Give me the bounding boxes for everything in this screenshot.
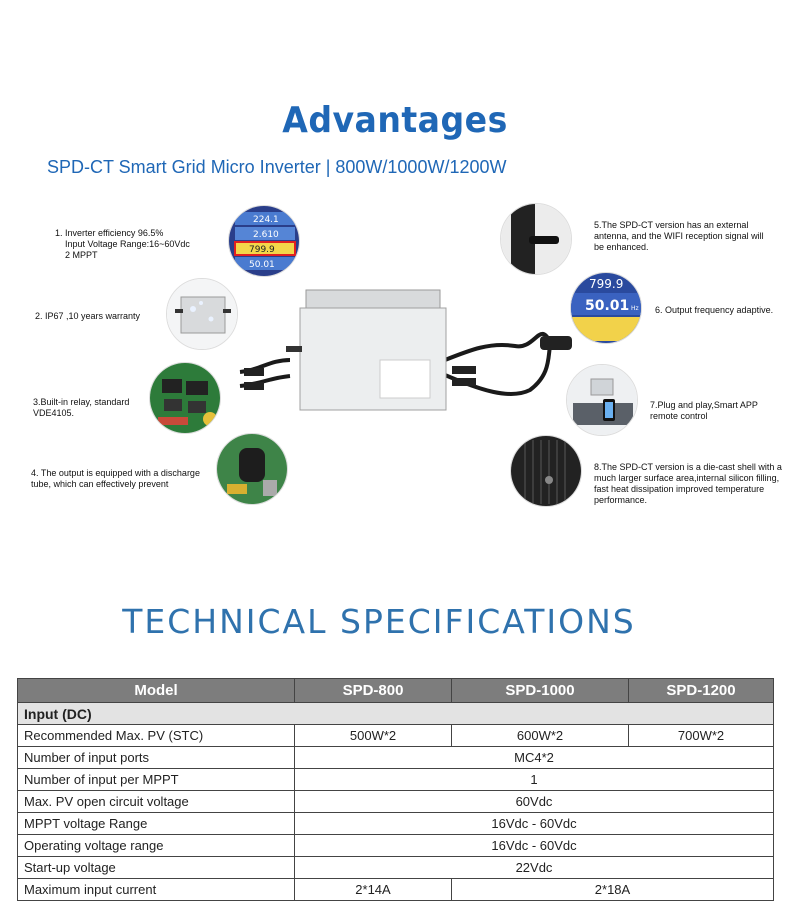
table-row bbox=[18, 813, 774, 835]
row-label: MPPT voltage Range bbox=[18, 813, 295, 835]
cell-spd-1000-1200: 2*18A bbox=[452, 879, 774, 901]
feature-note-5: 5.The SPD-CT version has an external antenna, and the WIFI reception signal will be enhanced. bbox=[594, 220, 764, 252]
table-row bbox=[18, 725, 774, 747]
row-label: Max. PV open circuit voltage bbox=[18, 791, 295, 813]
product-subtitle: SPD-CT Smart Grid Micro Inverter | 800W/1000W/1200W bbox=[47, 157, 507, 177]
page-title: Advantages bbox=[282, 100, 508, 141]
column-header-spd-1200: SPD-1200 bbox=[629, 679, 774, 703]
feature-note-4: 4. The output is equipped with a discharge tube, which can effectively prevent bbox=[31, 468, 200, 489]
frequency-display-thumbnail bbox=[570, 272, 642, 344]
table-row bbox=[18, 857, 774, 879]
micro-inverter-image bbox=[230, 280, 580, 420]
cell-all-models: MC4*2 bbox=[295, 747, 774, 769]
specs-header-row bbox=[18, 679, 774, 703]
frequency-value: 50.01 bbox=[585, 298, 630, 314]
table-row bbox=[18, 747, 774, 769]
table-row bbox=[18, 769, 774, 791]
table-row bbox=[18, 835, 774, 857]
row-label: Number of input ports bbox=[18, 747, 295, 769]
meter-value-3: 799.9 bbox=[249, 245, 275, 255]
discharge-tube-board-thumbnail bbox=[216, 433, 288, 505]
column-header-spd-800: SPD-800 bbox=[295, 679, 452, 703]
meter-value-1: 224.1 bbox=[253, 215, 279, 225]
feature-note-3: 3.Built-in relay, standard VDE4105. bbox=[33, 397, 130, 418]
cell-spd-1000: 600W*2 bbox=[452, 725, 629, 747]
column-header-spd-1000: SPD-1000 bbox=[452, 679, 629, 703]
feature-note-1: 1. Inverter efficiency 96.5% Input Voltage Range:16~60Vdc 2 MPPT bbox=[55, 228, 190, 260]
cell-spd-800: 500W*2 bbox=[295, 725, 452, 747]
cell-all-models: 16Vdc - 60Vdc bbox=[295, 813, 774, 835]
meter-value-2: 2.610 bbox=[253, 230, 279, 240]
cell-all-models: 16Vdc - 60Vdc bbox=[295, 835, 774, 857]
external-antenna-thumbnail bbox=[500, 203, 572, 275]
feature-note-7: 7.Plug and play,Smart APP remote control bbox=[650, 400, 758, 421]
feature-note-8: 8.The SPD-CT version is a die-cast shell with a much larger surface area,internal silicon filling, fast heat dissipation improved temperature performance. bbox=[594, 462, 782, 505]
specs-title: TECHNICAL SPECIFICATIONS bbox=[122, 602, 636, 641]
specs-table bbox=[17, 678, 774, 901]
section-row-input-dc bbox=[18, 703, 774, 725]
section-label: Input (DC) bbox=[18, 703, 774, 725]
feature-note-6: 6. Output frequency adaptive. bbox=[655, 305, 774, 315]
meter-display-thumbnail bbox=[228, 205, 300, 277]
frequency-power-value: 799.9 bbox=[589, 277, 624, 291]
table-row bbox=[18, 791, 774, 813]
row-label: Start-up voltage bbox=[18, 857, 295, 879]
meter-value-4: 50.01 bbox=[249, 260, 275, 270]
feature-note-2: 2. IP67 ,10 years warranty bbox=[35, 311, 141, 321]
die-cast-shell-thumbnail bbox=[510, 435, 582, 507]
relay-circuit-board-thumbnail bbox=[149, 362, 221, 434]
waterproof-inverter-thumbnail bbox=[166, 278, 238, 350]
row-label: Number of input per MPPT bbox=[18, 769, 295, 791]
cell-all-models: 22Vdc bbox=[295, 857, 774, 879]
table-row bbox=[18, 879, 774, 901]
row-label: Maximum input current bbox=[18, 879, 295, 901]
row-label: Recommended Max. PV (STC) bbox=[18, 725, 295, 747]
column-header-model: Model bbox=[18, 679, 295, 703]
row-label: Operating voltage range bbox=[18, 835, 295, 857]
frequency-unit: Hz bbox=[631, 305, 639, 312]
smart-app-thumbnail bbox=[566, 364, 638, 436]
cell-spd-1200: 700W*2 bbox=[629, 725, 774, 747]
cell-spd-800: 2*14A bbox=[295, 879, 452, 901]
cell-all-models: 60Vdc bbox=[295, 791, 774, 813]
cell-all-models: 1 bbox=[295, 769, 774, 791]
